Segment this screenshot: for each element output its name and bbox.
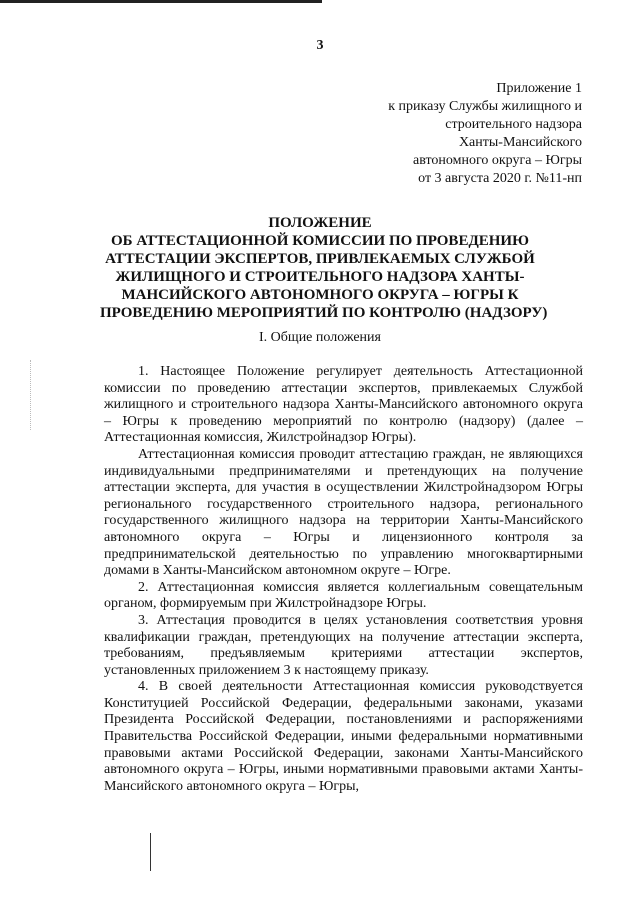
appendix-line: строительного надзора bbox=[445, 117, 582, 132]
paragraph: Аттестационная комиссия проводит аттестацию граждан, не являющихся индивидуальными предпринимателями и претендующих на получение аттестации эксперта, для участия в осуществлении Жилстройнадзором Югры регионального государственного строительного надзора, регионального государственного жилищного надзора на территории Ханты-Мансийского автономного округа – Югры и лицензионного контроля за предпринимательской деятельностью по управлению многоквартирными домами в Ханты-Мансийском автономном округе – Югре. bbox=[104, 446, 583, 579]
appendix-block bbox=[388, 80, 582, 188]
title-line: ОБ АТТЕСТАЦИОННОЙ КОМИССИИ ПО ПРОВЕДЕНИЮ bbox=[110, 233, 529, 249]
paragraph: 3. Аттестация проводится в целях установления соответствия уровня квалификации граждан, претендующих на получение аттестации эксперта, требованиям, предъявляемым критериями аттестации экспертов, установленных приложением 3 к настоящему приказу. bbox=[104, 612, 583, 678]
title-line: ПРОВЕДЕНИЮ МЕРОПРИЯТИЙ ПО КОНТРОЛЮ (НАДЗОРУ) bbox=[100, 305, 548, 321]
appendix-line: к приказу Службы жилищного и bbox=[388, 99, 582, 114]
section-heading: I. Общие положения bbox=[259, 330, 381, 345]
title-line: АТТЕСТАЦИИ ЭКСПЕРТОВ, ПРИВЛЕКАЕМЫХ СЛУЖБОЙ bbox=[105, 251, 535, 267]
paragraph: 1. Настоящее Положение регулирует деятельность Аттестационной комиссии по проведению аттестации экспертов, привлекаемых Службой жилищного и строительного надзора Ханты-Мансийского автономного округа – Югры к проведению мероприятий по контролю (надзору) (далее – Аттестационная комиссия, Жилстройнадзор Югры). bbox=[104, 364, 583, 446]
title-line: МАНСИЙСКОГО АВТОНОМНОГО ОКРУГА – ЮГРЫ К bbox=[121, 287, 519, 303]
top-border-line bbox=[0, 0, 322, 3]
paragraph: 4. В своей деятельности Аттестационная комиссия руководствуется Конституцией Российской Федерации, федеральными законами, указами Президента Российской Федерации, постановлениями и распоряжениями Правительства Российской Федерации, иными федеральными нормативными правовыми актами Российской Федерации, законами Ханты-Мансийского автономного округа – Югры, иными нормативными правовыми актами Ханты-Мансийского автономного округа – Югры, bbox=[104, 679, 583, 794]
appendix-line: автономного округа – Югры bbox=[413, 153, 582, 168]
scan-artifact bbox=[30, 360, 35, 430]
document-body bbox=[104, 364, 583, 795]
document-title bbox=[100, 214, 548, 322]
title-line: ПОЛОЖЕНИЕ bbox=[268, 215, 372, 231]
appendix-line: от 3 августа 2020 г. №11-нп bbox=[418, 171, 582, 186]
appendix-line: Приложение 1 bbox=[496, 81, 582, 96]
appendix-line: Ханты-Мансийского bbox=[458, 135, 582, 150]
paragraph: 2. Аттестационная комиссия является коллегиальным совещательным органом, формируемым при Жилстройнадзоре Югры. bbox=[104, 579, 583, 612]
ink-mark bbox=[150, 833, 151, 871]
title-line: ЖИЛИЩНОГО И СТРОИТЕЛЬНОГО НАДЗОРА ХАНТЫ- bbox=[115, 269, 525, 285]
page-number: 3 bbox=[316, 38, 324, 53]
